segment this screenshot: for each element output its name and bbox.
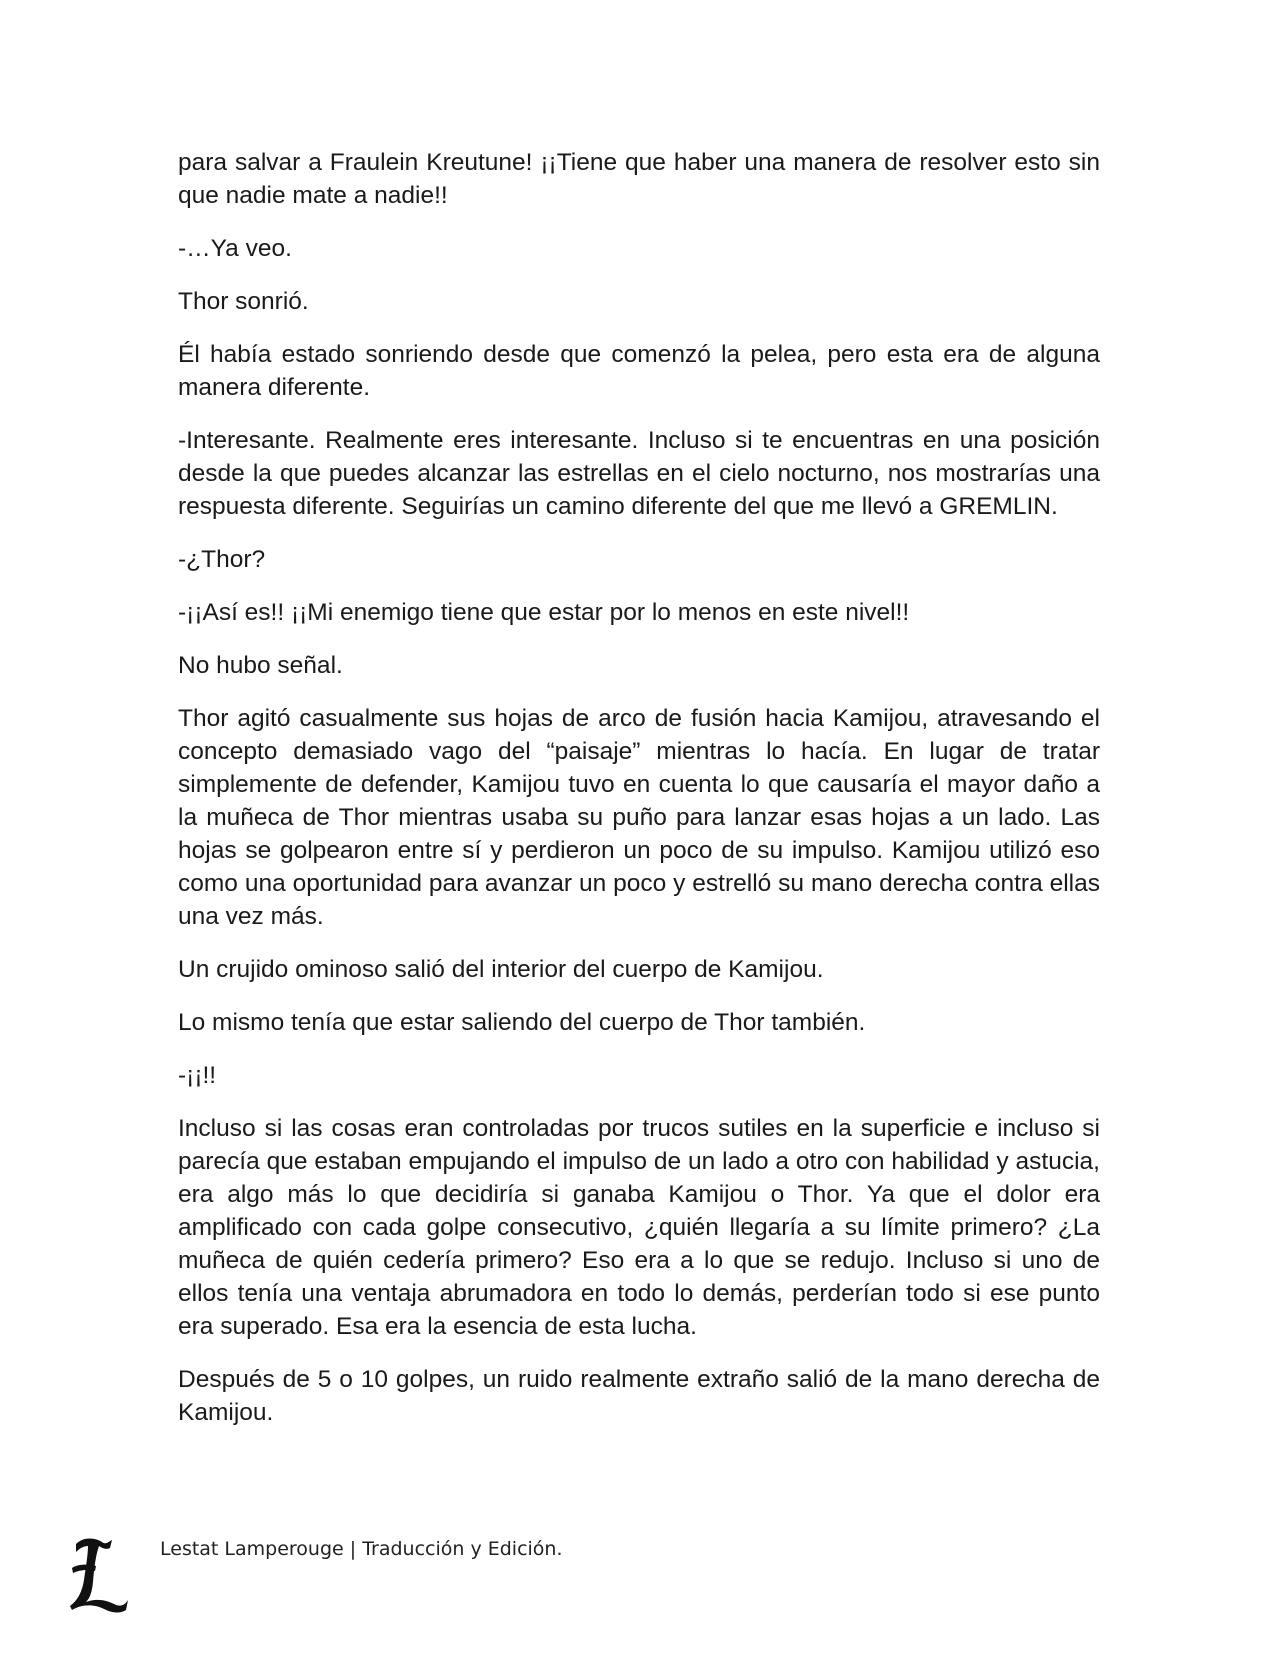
paragraph: Thor agitó casualmente sus hojas de arco de fusión hacia Kamijou, atravesando el concepto demasiado vago del “paisaje” mientras lo hacía. En lugar de tratar simplemente de defender, Kamijou tuvo en cuenta lo que causaría el mayor daño a la muñeca de Thor mientras usaba su puño para lanzar esas hojas a un lado. Las hojas se golpearon entre sí y perdieron un poco de su impulso. Kamijou utilizó eso como una oportunidad para avanzar un poco y estrelló su mano derecha contra ellas una vez más. [178, 705, 1100, 930]
document-body [178, 146, 1100, 1449]
paragraph: -¿Thor? [178, 546, 266, 573]
paragraph: Un crujido ominoso salió del interior del cuerpo de Kamijou. [178, 956, 824, 983]
gothic-letter-l-logo-icon [66, 1534, 130, 1614]
page-footer [66, 1534, 766, 1614]
paragraph: -¡¡Así es!! ¡¡Mi enemigo tiene que estar por lo menos en este nivel!! [178, 599, 910, 626]
paragraph: No hubo señal. [178, 652, 343, 679]
paragraph: para salvar a Fraulein Kreutune! ¡¡Tiene que haber una manera de resolver esto sin que nadie mate a nadie!! [178, 149, 1100, 209]
paragraph: Después de 5 o 10 golpes, un ruido realmente extraño salió de la mano derecha de Kamijou. [178, 1366, 1100, 1426]
paragraph: -¡¡!! [178, 1062, 217, 1089]
paragraph: Thor sonrió. [178, 288, 309, 315]
translator-credit: Lestat Lamperouge | Traducción y Edición. [160, 1538, 563, 1560]
paragraph: Lo mismo tenía que estar saliendo del cuerpo de Thor también. [178, 1009, 866, 1036]
paragraph: -…Ya veo. [178, 235, 292, 262]
paragraph: -Interesante. Realmente eres interesante. Incluso si te encuentras en una posición desde la que puedes alcanzar las estrellas en el cielo nocturno, nos mostrarías una respuesta diferente. Seguirías un camino diferente del que me llevó a GREMLIN. [178, 427, 1100, 520]
paragraph: Él había estado sonriendo desde que comenzó la pelea, pero esta era de alguna manera diferente. [178, 341, 1100, 401]
paragraph: Incluso si las cosas eran controladas por trucos sutiles en la superficie e incluso si parecía que estaban empujando el impulso de un lado a otro con habilidad y astucia, era algo más lo que decidiría si ganaba Kamijou o Thor. Ya que el dolor era amplificado con cada golpe consecutivo, ¿quién llegaría a su límite primero? ¿La muñeca de quién cedería primero? Eso era a lo que se redujo. Incluso si uno de ellos tenía una ventaja abrumadora en todo lo demás, perderían todo si ese punto era superado. Esa era la esencia de esta lucha. [178, 1115, 1100, 1340]
